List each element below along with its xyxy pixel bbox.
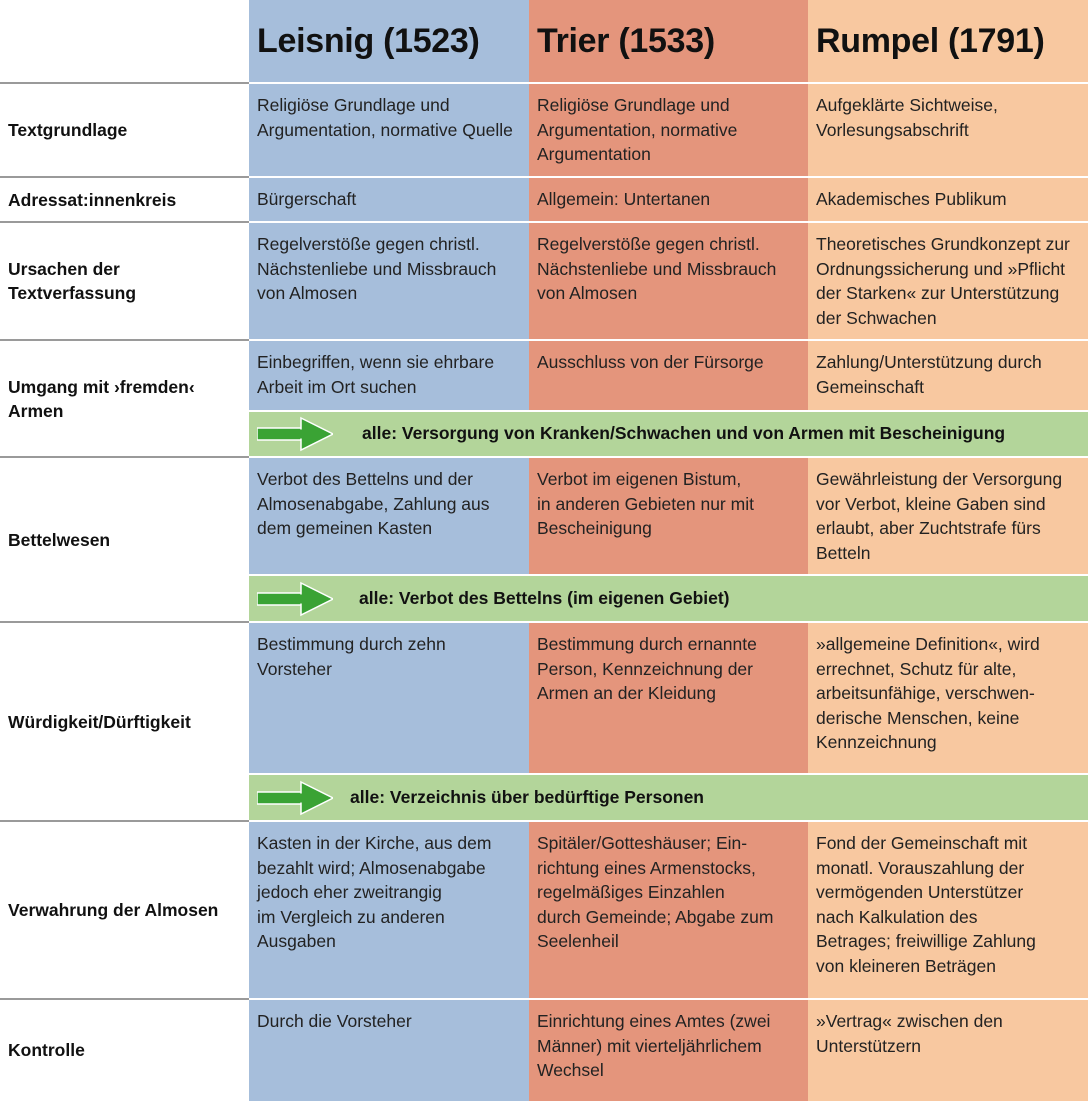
- row-label: Adressat:innenkreis: [8, 189, 177, 210]
- arrow-right-icon: [257, 416, 333, 452]
- label-divider: [0, 221, 249, 223]
- row-divider: [249, 574, 1088, 576]
- table-cell: Bürgerschaft: [249, 177, 529, 222]
- row-label: Verwahrung der Almosen: [8, 900, 219, 920]
- row-label: Würdigkeit/Dürftigkeit: [8, 711, 191, 732]
- table-cell: Theoretisches Grundkonzept zur Ordnungssicherung und »Pflicht der Starken« zur Unterstützung der Schwachen: [808, 222, 1088, 340]
- row-label: Bettelwesen: [8, 529, 111, 550]
- label-divider: [0, 82, 249, 84]
- table-cell: Ausschluss von der Fürsorge: [529, 340, 808, 411]
- table-cell: Bestimmung durch zehn Vorsteher: [249, 622, 529, 774]
- row-label: Kontrolle: [8, 1040, 85, 1060]
- table-cell: »allgemeine Definition«, wird errechnet, Schutz für alte, arbeitsunfähige, verschwen- derische Menschen, keine Kennzeichnung: [808, 622, 1088, 774]
- table-cell: Allgemein: Untertanen: [529, 177, 808, 222]
- row-label: Textgrundlage: [8, 120, 128, 140]
- label-divider: [0, 176, 249, 178]
- table-cell: Regelverstöße gegen christl. Nächstenliebe und Missbrauch von Almosen: [529, 222, 808, 340]
- label-divider: [0, 456, 249, 458]
- arrow-right-icon: [257, 581, 333, 617]
- table-cell: Zahlung/Unterstützung durch Gemeinschaft: [808, 340, 1088, 411]
- row-divider: [249, 773, 1088, 775]
- label-divider: [0, 820, 249, 822]
- summary-text: alle: Verbot des Bettelns (im eigenen Gebiet): [359, 588, 730, 608]
- column-header-trier: Trier (1533): [529, 0, 808, 83]
- table-cell: Kasten in der Kirche, aus dem bezahlt wird; Almosenabgabe jedoch eher zweitrangig im Vergleich zu anderen Ausgaben: [249, 821, 529, 999]
- label-divider: [0, 621, 249, 623]
- table-cell: Verbot des Bettelns und der Almosenabgabe, Zahlung aus dem gemeinen Kasten: [249, 457, 529, 575]
- table-cell: Bestimmung durch ernannte Person, Kennzeichnung der Armen an der Kleidung: [529, 622, 808, 774]
- table-cell: Fond der Gemeinschaft mit monatl. Vorauszahlung der vermögenden Unterstützer nach Kalkulation des Betrages; freiwillige Zahlung von kleineren Beträgen: [808, 821, 1088, 999]
- table-cell: Religiöse Grundlage und Argumentation, normative Argumentation: [529, 83, 808, 177]
- summary-text: alle: Versorgung von Kranken/Schwachen und von Armen mit Bescheinigung: [362, 423, 1006, 443]
- summary-row: [249, 774, 1088, 821]
- table-cell: Gewährleistung der Versorgung vor Verbot, kleine Gaben sind erlaubt, aber Zuchtstrafe fürs Betteln: [808, 457, 1088, 575]
- row-label: Ursachen der Textverfassung: [8, 259, 137, 303]
- table-cell: Verbot im eigenen Bistum, in anderen Gebieten nur mit Bescheinigung: [529, 457, 808, 575]
- table-cell: »Vertrag« zwischen den Unterstützern: [808, 999, 1088, 1101]
- table-cell: Akademisches Publikum: [808, 177, 1088, 222]
- table-cell: Durch die Vorsteher: [249, 999, 529, 1101]
- row-label: Umgang mit ›fremden‹ Armen: [8, 376, 195, 421]
- label-divider: [0, 998, 249, 1000]
- table-cell: Einbegriffen, wenn sie ehrbare Arbeit im Ort suchen: [249, 340, 529, 411]
- summary-row: [249, 575, 1088, 622]
- row-divider: [249, 410, 1088, 412]
- column-header-leisnig: Leisnig (1523): [249, 0, 529, 83]
- arrow-right-icon: [257, 780, 333, 816]
- label-divider: [0, 339, 249, 341]
- summary-row: [249, 411, 1088, 457]
- table-cell: Regelverstöße gegen christl. Nächstenliebe und Missbrauch von Almosen: [249, 222, 529, 340]
- column-header-rumpel: Rumpel (1791): [808, 0, 1088, 83]
- table-cell: Einrichtung eines Amtes (zwei Männer) mit vierteljährlichem Wechsel: [529, 999, 808, 1101]
- summary-text: alle: Verzeichnis über bedürftige Personen: [350, 787, 704, 807]
- table-cell: Religiöse Grundlage und Argumentation, normative Quelle: [249, 83, 529, 177]
- table-cell: Spitäler/Gotteshäuser; Ein- richtung eines Armenstocks, regelmäßiges Einzahlen durch Gemeinde; Abgabe zum Seelenheil: [529, 821, 808, 999]
- table-cell: Aufgeklärte Sichtweise, Vorlesungsabschrift: [808, 83, 1088, 177]
